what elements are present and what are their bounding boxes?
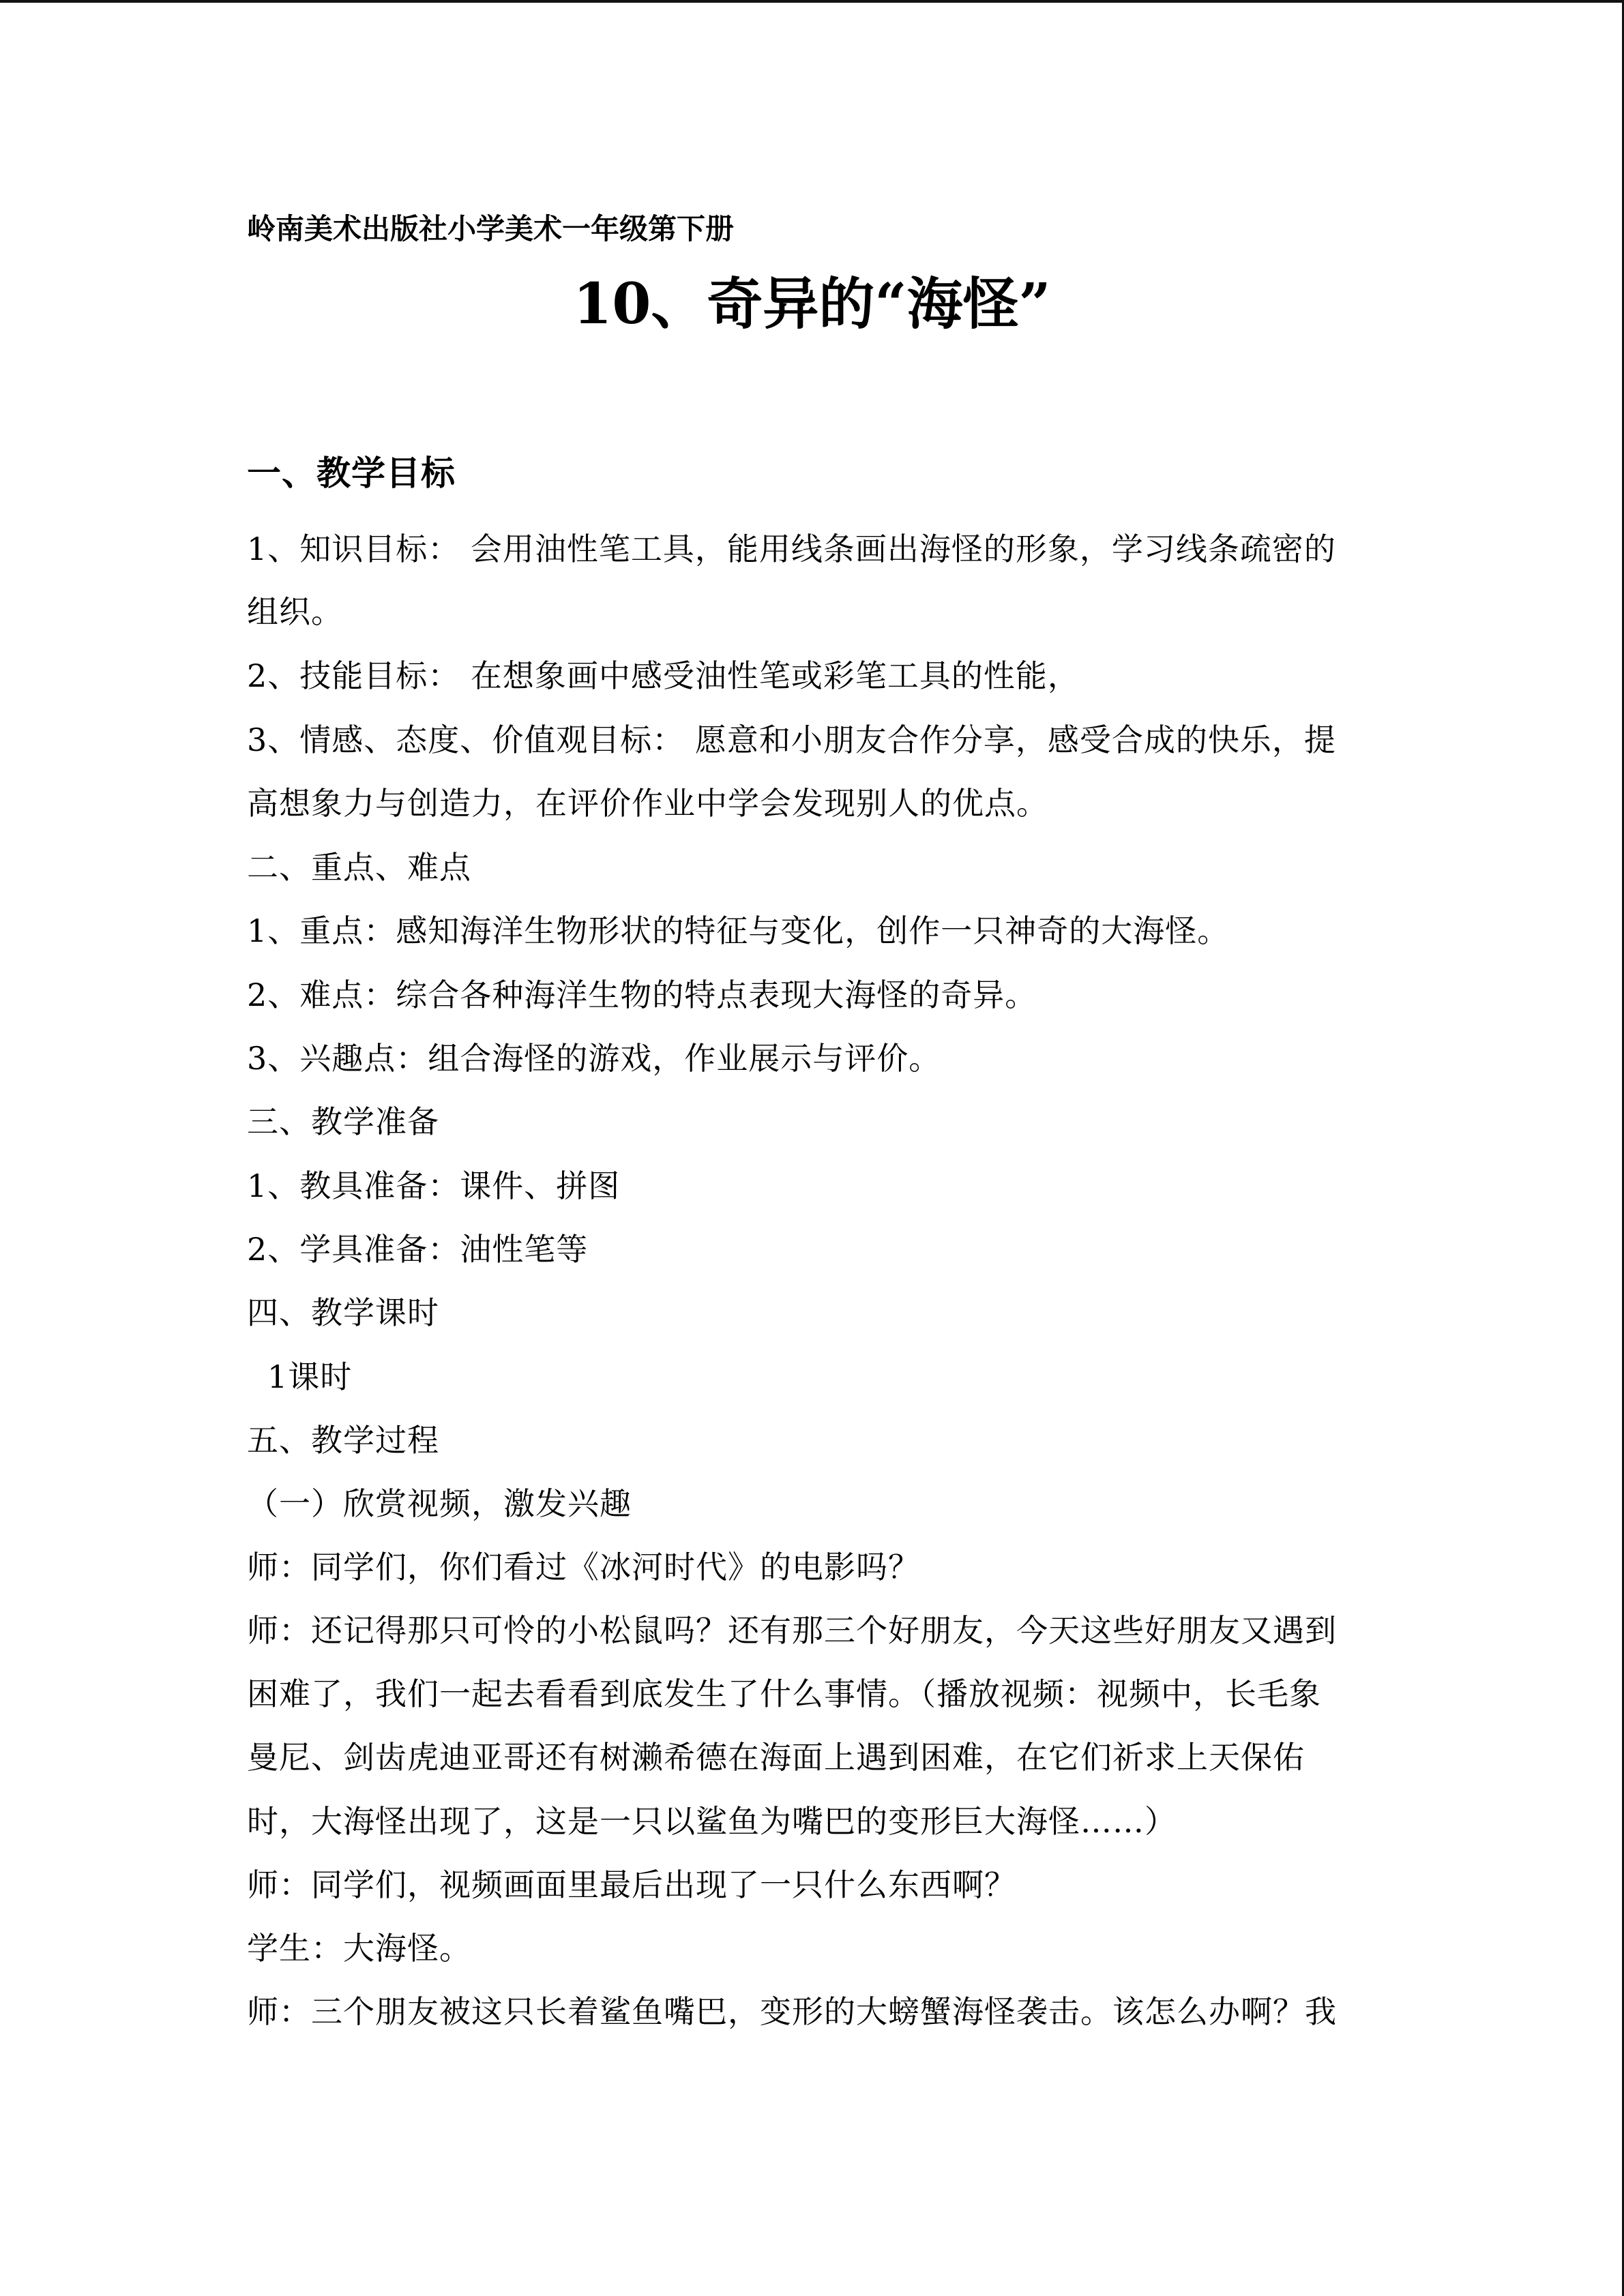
paragraph-line: 2、难点：综合各种海洋生物的特点表现大海怪的奇异。 xyxy=(247,976,1037,1013)
paragraph-line: 3、情感、态度、价值观目标： 愿意和小朋友合作分享，感受合成的快乐，提 xyxy=(247,721,1336,758)
dialogue-line: 时，大海怪出现了，这是一只以鲨鱼为嘴巴的变形巨大海怪……） xyxy=(247,1803,1177,1840)
paragraph-line: 2、技能目标： 在想象画中感受油性笔或彩笔工具的性能， xyxy=(247,657,1080,694)
publisher-line: 岭南美术出版社小学美术一年级第下册 xyxy=(247,212,735,245)
dialogue-line: 学生：大海怪。 xyxy=(247,1930,471,1967)
dialogue-line: 困难了，我们一起去看看到底发生了什么事情。（播放视频：视频中，长毛象 xyxy=(247,1675,1321,1712)
paragraph-line: 高想象力与创造力，在评价作业中学会发现别人的优点。 xyxy=(247,785,1048,822)
section-heading: 三、教学准备 xyxy=(247,1103,439,1140)
paragraph-line: 1、知识目标： 会用油性笔工具，能用线条画出海怪的形象，学习线条疏密的 xyxy=(247,531,1336,567)
paragraph-line: 1、教具准备：课件、拼图 xyxy=(247,1167,621,1204)
paragraph-line: 1、重点：感知海洋生物形状的特征与变化，创作一只神奇的大海怪。 xyxy=(247,912,1230,949)
paragraph-line: 组织。 xyxy=(247,593,343,630)
page-title: 10、奇异的“海怪” xyxy=(573,271,1051,337)
paragraph-line: 1课时 xyxy=(267,1358,353,1395)
page-top-border xyxy=(0,0,1624,3)
dialogue-line: 师：同学们，视频画面里最后出现了一只什么东西啊？ xyxy=(247,1866,1016,1903)
dialogue-line: 师：还记得那只可怜的小松鼠吗？还有那三个好朋友，今天这些好朋友又遇到 xyxy=(247,1612,1337,1649)
dialogue-line: 师：三个朋友被这只长着鲨鱼嘴巴，变形的大螃蟹海怪袭击。该怎么办啊？我 xyxy=(247,1993,1337,2030)
dialogue-line: 曼尼、剑齿虎迪亚哥还有树濑希德在海面上遇到困难，在它们祈求上天保佑 xyxy=(247,1739,1305,1776)
paragraph-line: 2、学具准备：油性笔等 xyxy=(247,1231,589,1268)
section-heading: 一、教学目标 xyxy=(247,453,456,493)
dialogue-line: 师：同学们，你们看过《冰河时代》的电影吗？ xyxy=(247,1549,920,1585)
section-heading: 二、重点、难点 xyxy=(247,849,471,886)
section-heading: 五、教学过程 xyxy=(247,1422,439,1459)
paragraph-line: 3、兴趣点：组合海怪的游戏，作业展示与评价。 xyxy=(247,1040,941,1077)
section-heading: 四、教学课时 xyxy=(247,1294,439,1331)
subsection-heading: （一）欣赏视频，激发兴趣 xyxy=(247,1485,632,1522)
